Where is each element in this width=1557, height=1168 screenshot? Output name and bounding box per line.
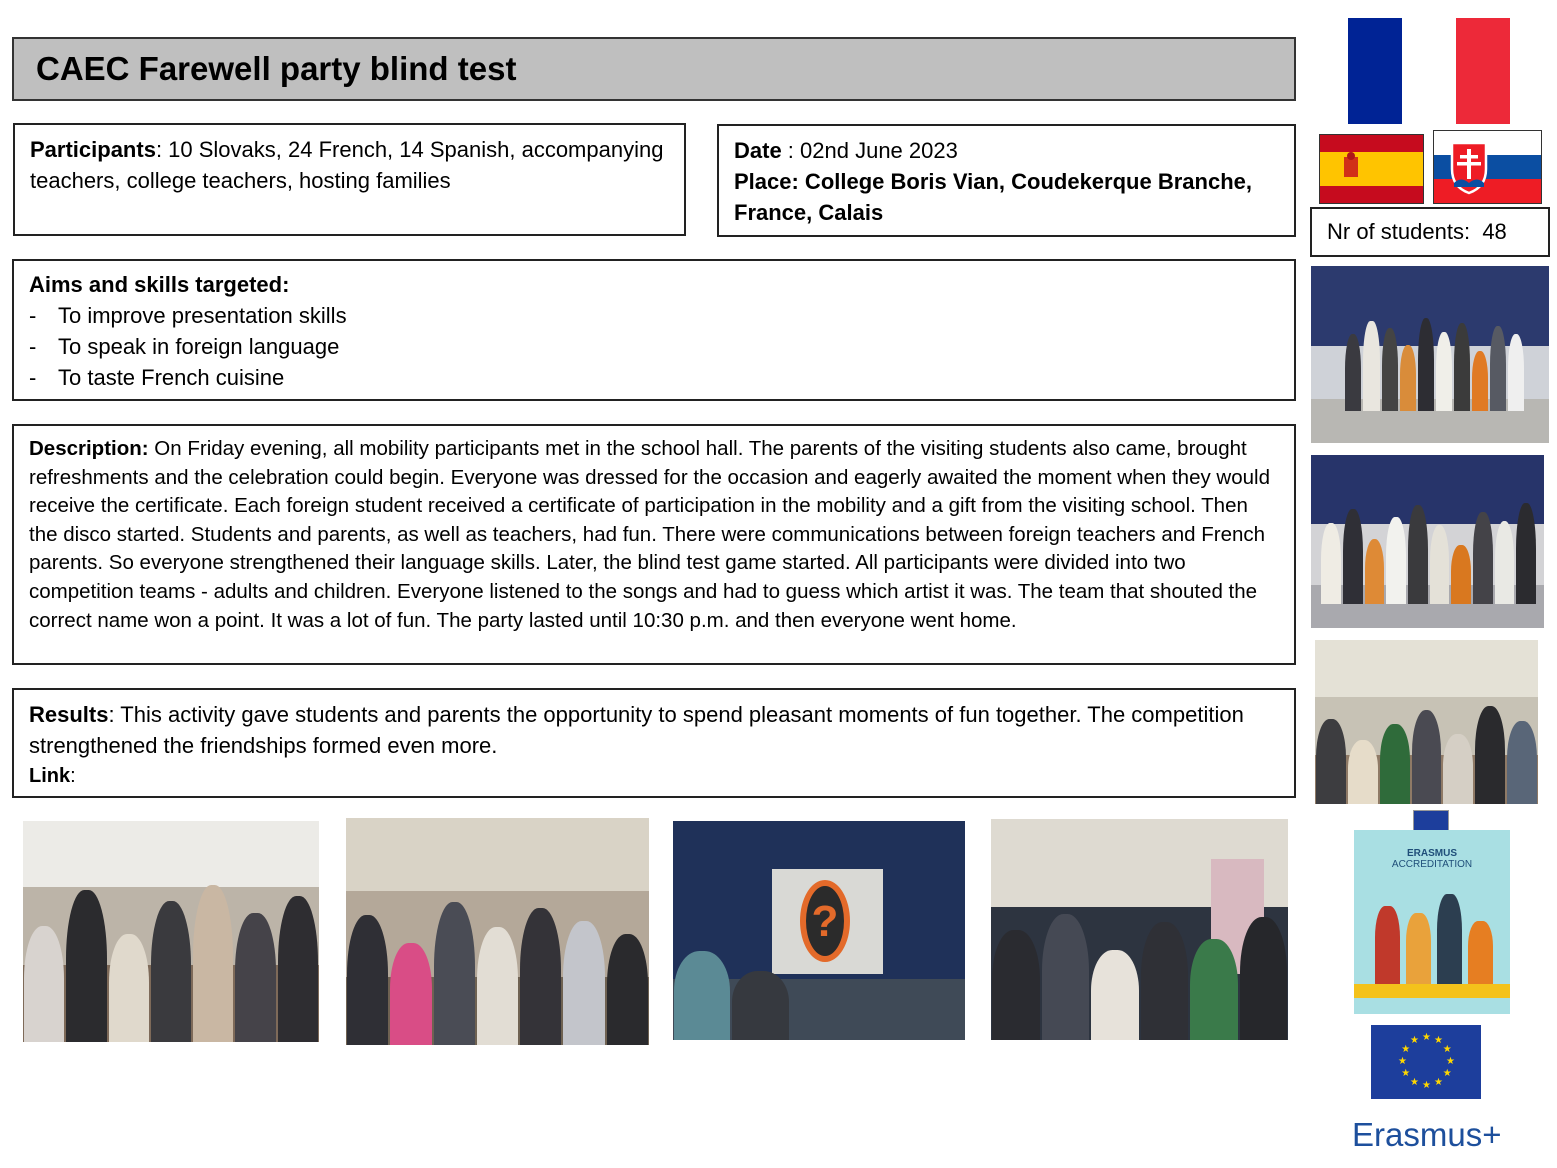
photo-bottom-2 bbox=[346, 818, 649, 1045]
title-bar bbox=[12, 37, 1296, 101]
list-item: - To taste French cuisine bbox=[29, 365, 285, 390]
date-value: : 02nd June 2023 bbox=[781, 138, 958, 163]
link-label: Link bbox=[29, 765, 71, 787]
aims-box bbox=[12, 259, 1296, 401]
students-count-box bbox=[1310, 207, 1550, 257]
date-line bbox=[734, 135, 1279, 166]
eu-star-icon: ★ bbox=[1398, 1056, 1407, 1067]
description-text: On Friday evening, all mobility participants met in the school hall. The parents of the visiting students also came, brought refreshments and the celebration could begin. Everyone was dressed for the occasion and eagerly awaited the moment when they would receive the certificate. Each foreign student received a certificate of participation in the mobility and a gift from the visiting school. Then the disco started. Students and parents, as well as teachers, had fun. There were communications between foreign teachers and French parents. So everyone strengthened their language skills. Later, the blind test game started. All participants were divided into two competition teams - adults and children. Everyone listened to the songs and had to guess which artist it was. The team that shouted the correct name won a point. It was a lot of fun. The party lasted until 10:30 p.m. and then everyone went home. bbox=[29, 437, 1270, 632]
eu-star-icon: ★ bbox=[1410, 1076, 1419, 1088]
participants-label: Participants bbox=[30, 137, 156, 162]
erasmus-accreditation-poster bbox=[1354, 830, 1510, 1014]
accreditation-people bbox=[1372, 886, 1496, 984]
participants-text: : 10 Slovaks, 24 French, 14 Spanish, accompanying teachers, college teachers, hosting families bbox=[30, 137, 664, 193]
description-box bbox=[12, 424, 1296, 665]
list-item: - To improve presentation skills bbox=[29, 303, 347, 328]
eu-star-icon: ★ bbox=[1434, 1076, 1443, 1088]
eu-flag-icon bbox=[1371, 1025, 1481, 1099]
eu-star-icon: ★ bbox=[1410, 1035, 1419, 1047]
photo-bottom-3-blind-test-screen bbox=[673, 821, 965, 1040]
date-label: Date bbox=[734, 138, 782, 163]
link-line: Link: bbox=[29, 765, 76, 787]
list-item: - To speak in foreign language bbox=[29, 334, 340, 359]
place-line bbox=[734, 166, 1279, 228]
erasmus-plus-logo: Erasmus+ bbox=[1352, 1116, 1502, 1153]
aims-heading: Aims and skills targeted: bbox=[29, 272, 290, 297]
students-label: Nr of students: bbox=[1327, 219, 1471, 244]
participants-box bbox=[13, 123, 686, 236]
eu-star-icon: ★ bbox=[1401, 1044, 1411, 1055]
results-label: Results bbox=[29, 702, 109, 727]
description-label: Description: bbox=[29, 437, 149, 460]
eu-star-icon: ★ bbox=[1442, 1044, 1452, 1055]
students-value: 48 bbox=[1482, 219, 1507, 244]
question-mark-icon: ? bbox=[800, 880, 850, 962]
eu-star-icon: ★ bbox=[1446, 1056, 1455, 1067]
photo-bottom-4 bbox=[991, 819, 1288, 1040]
photo-party-right bbox=[1315, 640, 1538, 804]
accreditation-title: ERASMUS ACCREDITATION bbox=[1391, 848, 1473, 870]
page-title: CAEC Farewell party blind test bbox=[36, 50, 517, 87]
flag-spain-icon bbox=[1319, 134, 1424, 204]
place-text: Place: College Boris Vian, Coudekerque Branche, France, Calais bbox=[734, 169, 1252, 225]
flag-france-icon bbox=[1348, 18, 1510, 124]
photo-bottom-1 bbox=[23, 821, 319, 1042]
aims-list bbox=[29, 300, 1279, 393]
photo-group-2 bbox=[1311, 455, 1544, 628]
eu-star-icon: ★ bbox=[1401, 1068, 1411, 1079]
eu-star-icon: ★ bbox=[1422, 1032, 1431, 1043]
eu-star-icon: ★ bbox=[1434, 1035, 1443, 1047]
results-text: : This activity gave students and parents the opportunity to spend pleasant moments of fun together. The competition strengthened the friendships formed even more. bbox=[29, 702, 1244, 758]
results-box bbox=[12, 688, 1296, 798]
eu-star-icon: ★ bbox=[1442, 1068, 1452, 1079]
date-place-box bbox=[717, 124, 1296, 237]
results-line bbox=[29, 699, 1279, 761]
eu-star-icon: ★ bbox=[1422, 1080, 1431, 1091]
accreditation-strip bbox=[1354, 984, 1510, 998]
flag-slovakia-icon bbox=[1433, 130, 1542, 204]
photo-group-1 bbox=[1311, 266, 1549, 443]
